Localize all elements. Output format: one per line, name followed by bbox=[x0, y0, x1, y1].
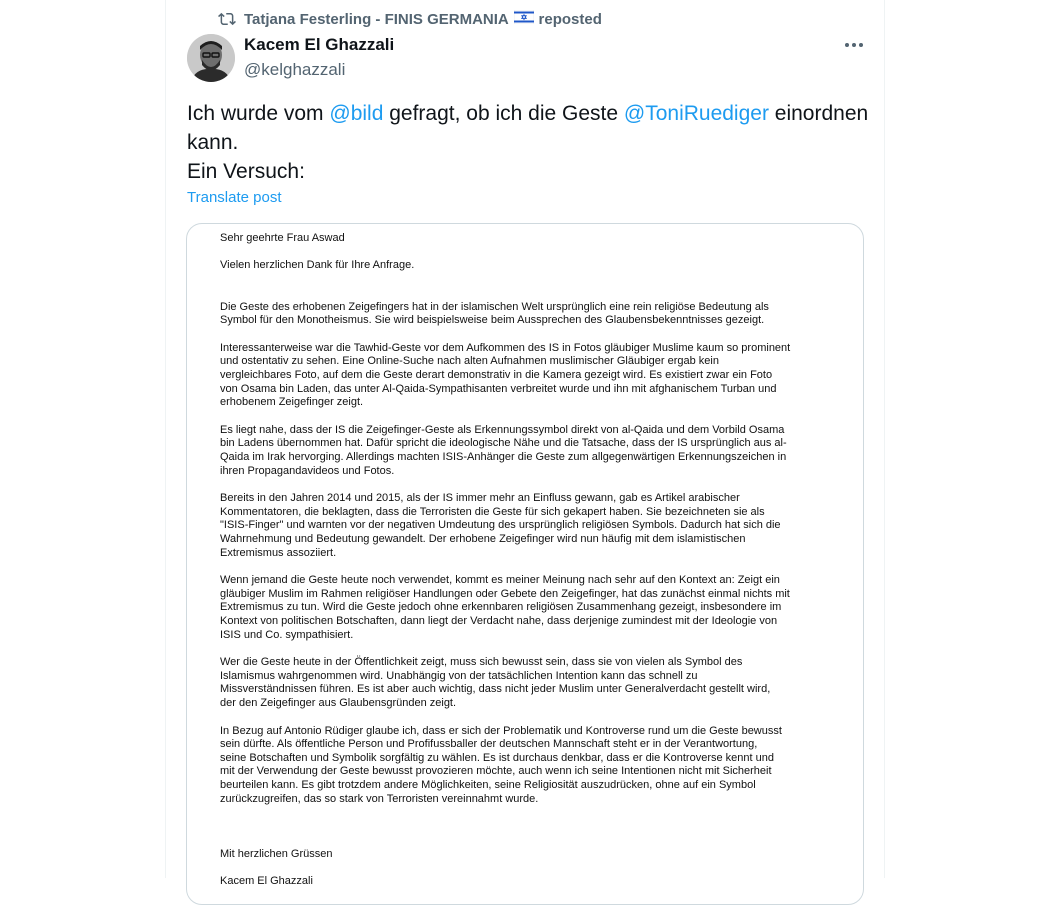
letter-paragraph-4: Bereits in den Jahren 2014 und 2015, als der IS immer mehr an Einfluss gewann, gab es Artikel arabischer Kommentatoren, die beklagten, dass die Terroristen die Geste für sich gekapert haben. Sie bezeichneten sie als "ISIS-Finger" und warnten vor der negativen Umdeutung des ursprünglich religiösen Symbols. Dadurch hat sich die Wahrnehmung und Bedeutung gewandelt. Der erhobene Zeigefinger wird nun häufig mit dem islamistischen Extremismus assoziiert. bbox=[220, 492, 781, 559]
post-text: Ich wurde vom @bild gefragt, ob ich die Geste @ToniRuediger einordnen kann. Ein Versuch: bbox=[187, 102, 869, 183]
repost-header[interactable] bbox=[218, 9, 602, 29]
mention-bild[interactable]: @bild bbox=[329, 102, 384, 125]
mention-toniruediger[interactable]: @ToniRuediger bbox=[623, 102, 769, 125]
repost-label: reposted bbox=[538, 11, 602, 28]
israel-flag-icon bbox=[514, 10, 534, 24]
repost-user[interactable]: Tatjana Festerling - FINIS GERMANIA bbox=[244, 11, 509, 28]
timeline-border-right bbox=[884, 0, 885, 878]
repost-icon bbox=[218, 10, 236, 28]
letter-signature: Kacem El Ghazzali bbox=[220, 875, 313, 888]
letter-thanks: Vielen herzlichen Dank für Ihre Anfrage. bbox=[220, 259, 415, 272]
avatar-image bbox=[187, 34, 235, 82]
letter-paragraph-6: Wer die Geste heute in der Öffentlichkeit zeigt, muss sich bewusst sein, dass sie von vielen als Symbol des Islamismus wahrgenommen wird. Unabhängig von der tatsächlichen Intention kann das schnell zu Missverständnissen führen. Es ist aber auch wichtig, dass nicht jeder Muslim unter Generalverdacht gestellt wird, der den Zeigefinger aus Glaubensgründen zeigt. bbox=[220, 656, 771, 709]
avatar[interactable] bbox=[187, 34, 235, 82]
letter-paragraph-5: Wenn jemand die Geste heute noch verwendet, kommt es meiner Meinung nach sehr auf den Kontext an: Zeigt ein gläubiger Muslim im Rahmen religiöser Handlungen oder Gebete den Zeigefinger, hat das zunächst einmal nichts mit Extremismus zu tun. Wird die Geste jedoch ohne erkennbaren religiösen Zusammenhang gezeigt, insbesondere im Kontext von politischen Botschaften, dann liegt der Verdacht nahe, dass derjenige zumindest mit der Ideologie von ISIS und Co. sympathisiert. bbox=[220, 574, 790, 641]
author-handle[interactable]: @kelghazzali bbox=[244, 60, 346, 79]
translate-post-link[interactable]: Translate post bbox=[187, 189, 282, 206]
author-name[interactable]: Kacem El Ghazzali bbox=[244, 35, 395, 54]
letter-paragraph-1: Die Geste des erhobenen Zeigefingers hat in der islamischen Welt ursprünglich eine rein religiöse Bedeutung als Symbol für den Monotheismus. Sie wird beispielsweise beim Aussprechen des Glaubensbekenntnisses gezeigt. bbox=[220, 300, 769, 327]
timeline-border-left bbox=[165, 0, 166, 878]
letter-salutation: Sehr geehrte Frau Aswad bbox=[220, 232, 345, 244]
letter-paragraph-2: Interessanterweise war die Tawhid-Geste vor dem Aufkommen des IS in Fotos gläubiger Muslime kaum so prominent und ostentativ zu sehen. Eine Online-Suche nach alten Aufnahmen muslimischer Gläubiger ergab kein vergleichbares Foto, auf dem die Geste derart demonstrativ in die Kamera gezeigt wird. Es existiert zwar ein Foto von Osama bin Laden, das unter Al-Qaida-Sympathisanten verbreitet wurde und ihn mit afghanischem Turban und erhobenem Zeigefinger zeigt. bbox=[220, 341, 791, 409]
letter-paragraph-7: In Bezug auf Antonio Rüdiger glaube ich, dass er sich der Problematik und Kontroverse rund um die Geste bewusst sein dürfte. Als öffentliche Person und Profifussballer der deutschen Mannschaft steht er in der Verantwortung, seine Botschaften und Symbolik sorgfältig zu wählen. Es ist durchaus denkbar, dass er die Kontroverse kennt und mit der Verwendung der Geste bewusst provozieren möchte, auch wenn ich seine Intentionen nicht mit Sicherheit beurteilen kann. Es gibt trotzdem andere Möglichkeiten, seine Religiosität auszudrücken, ohne auf ein Symbol zurückzugreifen, das so stark von Terroristen vereinnahmt wurde. bbox=[220, 724, 782, 805]
letter-paragraph-3: Es liegt nahe, dass der IS die Zeigefinger-Geste als Erkennungssymbol direkt von al-Qaida und dem Vorbild Osama bin Ladens übernommen hat. Dafür spricht die ideologische Nähe und die Tatsache, dass der IS ursprünglich aus al- Qaida im Irak hervorging. Allerdings machten ISIS-Anhänger die Geste zum allgegenwärtigen Erkennungszeichen in ihren Propagandavideos und Fotos. bbox=[220, 423, 787, 477]
attached-letter-image[interactable] bbox=[186, 223, 864, 905]
letter-text bbox=[220, 232, 820, 889]
more-options-icon[interactable] bbox=[840, 34, 868, 56]
post-line-2: Ein Versuch: bbox=[187, 160, 305, 183]
letter-closing: Mit herzlichen Grüssen bbox=[220, 848, 333, 861]
